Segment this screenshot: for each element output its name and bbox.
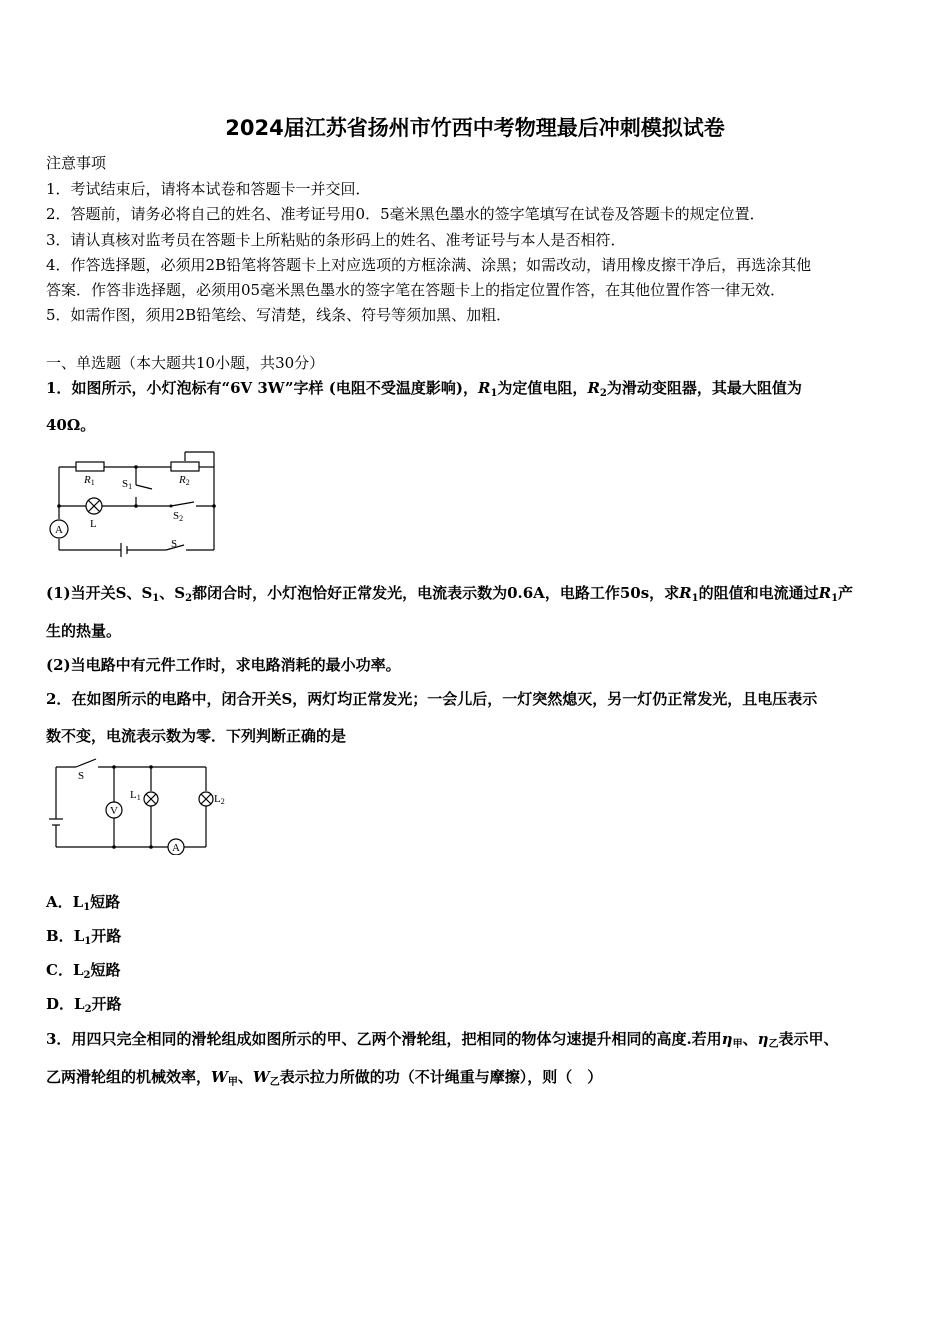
q1-circuit-diagram (46, 447, 221, 557)
diagram-label-s1: S1 (122, 478, 133, 491)
diagram-label-s2: S2 (173, 510, 184, 523)
page-title: 2024届江苏省扬州市竹西中考物理最后冲刺模拟试卷 (225, 116, 725, 140)
q3-text: 3．用四只完全相同的滑轮组成如图所示的甲、乙两个滑轮组，把相同的物体匀速提升相同的高度.若用$\eta_甲$、$\eta_乙$表示甲、 (46, 1030, 839, 1050)
q2-option-c[interactable]: C．$L_2$短路 (46, 961, 121, 981)
q1-part1: (1)当开关S、$S_1$、$S_2$都闭合时，小灯泡恰好正常发光，电流表示数为0.6A，电路工作50s，求$R_1$的阻值和电流通过$R_1$产 (46, 584, 854, 604)
q2-option-a[interactable]: A．$L_1$短路 (46, 893, 121, 913)
diagram-label-l1: L1 (130, 789, 141, 802)
q1-part2: (2)当电路中有元件工作时，求电路消耗的最小功率。 (46, 656, 401, 674)
diagram-label-switch: S (78, 770, 85, 782)
diagram-label-switch: S (171, 538, 178, 550)
diagram-label-r1: R1 (84, 474, 95, 487)
q2-text: 2．在如图所示的电路中，闭合开关S，两灯均正常发光；一会儿后，一灯突然熄灭，另一灯仍正常发光，且电压表示 (46, 690, 818, 708)
q1-part1-cont: 生的热量。 (46, 622, 122, 640)
diagram-label-lamp: L (90, 518, 97, 530)
diagram-label-r2: R2 (179, 474, 190, 487)
notice-item: 答案．作答非选择题，必须用05毫米黑色墨水的签字笔在答题卡上的指定位置作答，在其他位置作答一律无效． (46, 281, 786, 299)
q2-option-b[interactable]: B．$L_1$开路 (46, 927, 122, 947)
diagram-label-ammeter: A (55, 524, 63, 536)
q1-text-cont: 40Ω。 (46, 416, 96, 434)
q2-option-d[interactable]: D．$L_2$开路 (46, 995, 122, 1015)
notice-item: 1．考试结束后，请将本试卷和答题卡一并交回． (46, 180, 371, 198)
section-heading: 一、单选题（本大题共10小题，共30分） (46, 354, 325, 372)
notice-item: 3．请认真核对监考员在答题卡上所粘贴的条形码上的姓名、准考证号与本人是否相符． (46, 231, 626, 249)
notice-item: 5．如需作图，须用2B铅笔绘、写清楚，线条、符号等须加黑、加粗． (46, 306, 512, 324)
diagram-label-l2: L2 (214, 793, 225, 806)
q2-circuit-diagram (46, 755, 226, 855)
q2-text-cont: 数不变，电流表示数为零．下列判断正确的是 (46, 727, 347, 745)
q1-text: 1．如图所示，小灯泡标有“6V 3W”字样 (电阻不受温度影响)，$R_1$为定值电阻，$R_2$为滑动变阻器，其最大阻值为 (46, 379, 802, 399)
notice-heading: 注意事项 (46, 154, 107, 172)
diagram-label-ammeter: A (172, 842, 180, 854)
diagram-label-voltmeter: V (110, 805, 118, 817)
q3-text-cont: 乙两滑轮组的机械效率，$W_甲$、$W_乙$表示拉力所做的功（不计绳重与摩擦），则（ ） (46, 1068, 603, 1088)
notice-item: 4．作答选择题，必须用2B铅笔将答题卡上对应选项的方框涂满、涂黑；如需改动，请用橡皮擦干净后，再选涂其他 (46, 256, 812, 274)
notice-item: 2．答题前，请务必将自己的姓名、准考证号用0．5毫米黑色墨水的签字笔填写在试卷及答题卡的规定位置． (46, 205, 765, 223)
